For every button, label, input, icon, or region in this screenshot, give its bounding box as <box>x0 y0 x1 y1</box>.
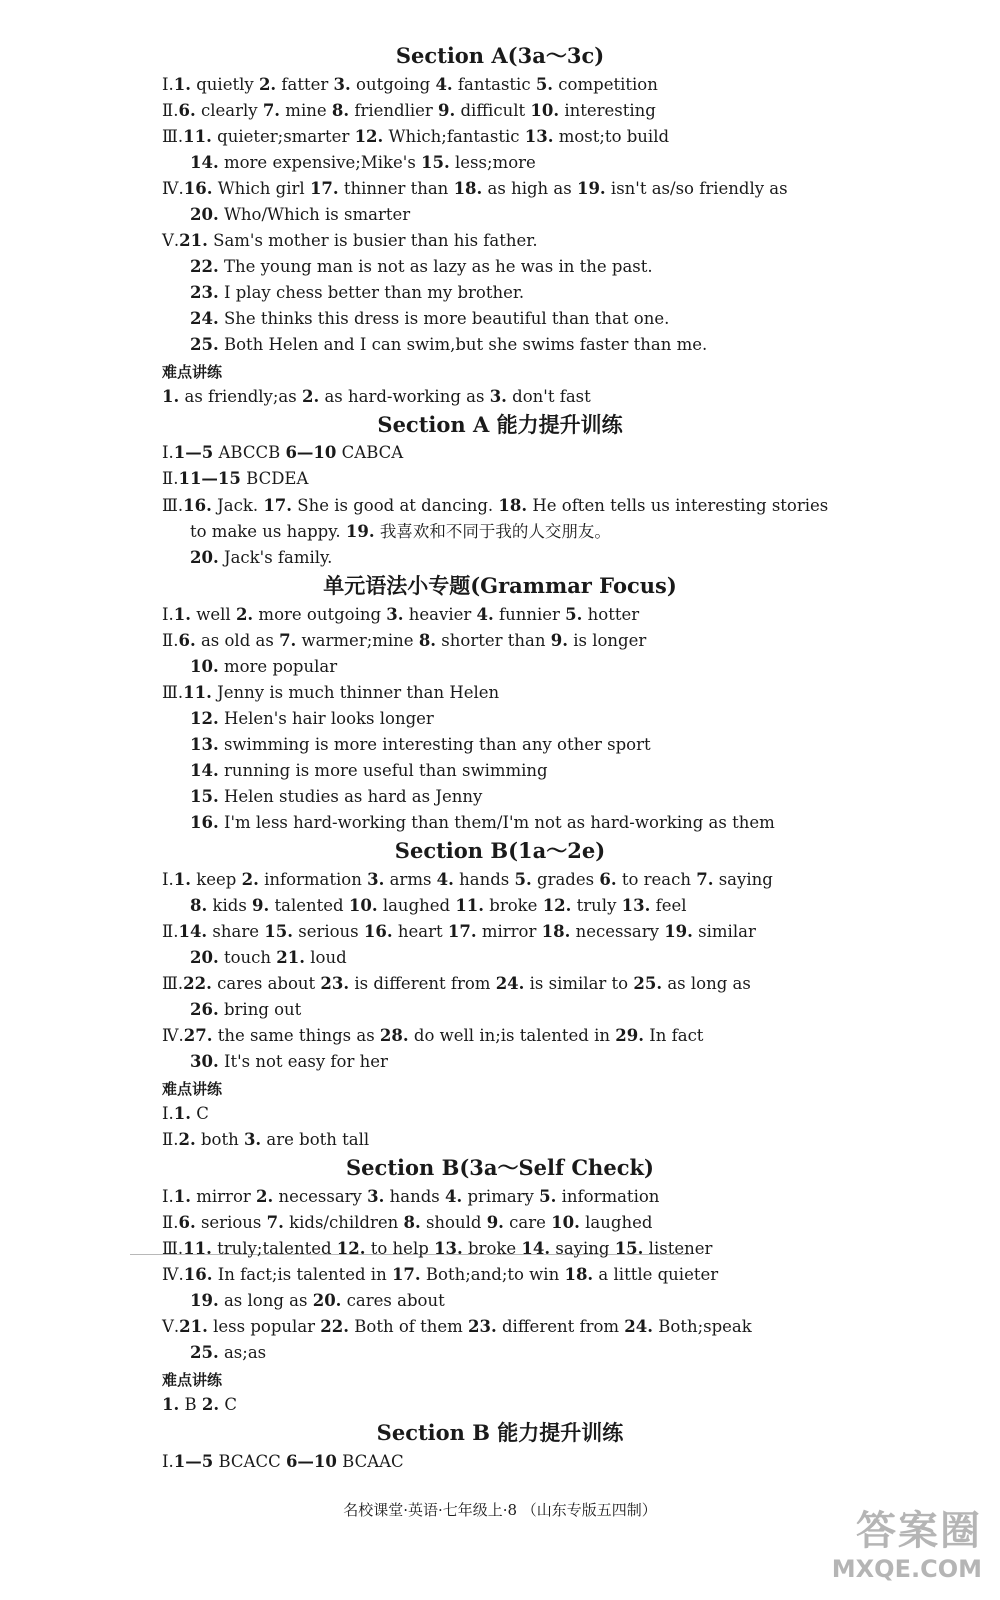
answer-line: 16. I'm less hard-working than them/I'm not as hard-working as them <box>190 813 775 832</box>
answer-line: 10. more popular <box>190 657 338 676</box>
answer-line: Ⅲ.11. Jenny is much thinner than Helen <box>162 683 500 702</box>
answer-line: Ⅴ.21. Sam's mother is busier than his father. <box>162 231 538 250</box>
answer-line: 24. She thinks this dress is more beautiful than that one. <box>190 309 670 328</box>
watermark-logo: 答案圈 <box>856 1508 982 1554</box>
answer-line: Ⅰ.1—5 BCACC 6—10 BCAAC <box>162 1452 404 1471</box>
answer-line: 14. running is more useful than swimming <box>190 761 548 780</box>
section-title: Section B(1a～2e) <box>394 838 606 863</box>
answer-line: 1. as friendly;as 2. as hard-working as 3. don't fast <box>162 387 591 406</box>
section-title: Section B(3a～Self Check) <box>346 1155 654 1180</box>
answer-line: 20. Who/Which is smarter <box>190 205 411 224</box>
answer-line: 25. Both Helen and I can swim,but she swims faster than me. <box>190 335 708 354</box>
answer-line: Ⅰ.1. C <box>162 1104 209 1123</box>
answer-line: 20. touch 21. loud <box>190 948 347 967</box>
answer-line: Ⅳ.16. Which girl 17. thinner than 18. as high as 19. isn't as/so friendly as <box>162 179 788 198</box>
answer-line: Ⅲ.16. Jack. 17. She is good at dancing. 18. He often tells us interesting stories <box>162 496 829 515</box>
hard-points-label: 难点讲练 <box>162 363 223 381</box>
answer-line: 13. swimming is more interesting than any other sport <box>190 735 651 754</box>
answer-line: Ⅰ.1—5 ABCCB 6—10 CABCA <box>162 443 404 462</box>
answer-line: 20. Jack's family. <box>190 548 333 567</box>
answer-line: 22. The young man is not as lazy as he was in the past. <box>190 257 653 276</box>
answer-line: Ⅰ.1. mirror 2. necessary 3. hands 4. primary 5. information <box>162 1187 660 1206</box>
answer-line: 1. B 2. C <box>162 1395 237 1414</box>
hard-points-label: 难点讲练 <box>162 1371 223 1389</box>
answer-line: Ⅱ.2. both 3. are both tall <box>162 1130 370 1149</box>
answer-line: Ⅳ.16. In fact;is talented in 17. Both;and;to win 18. a little quieter <box>162 1265 719 1284</box>
section-title: 单元语法小专题(Grammar Focus) <box>323 573 677 598</box>
section-title: Section A(3a～3c) <box>395 43 605 68</box>
hard-points-label: 难点讲练 <box>162 1080 223 1098</box>
answer-line: 25. as;as <box>190 1343 267 1362</box>
section-title: Section B 能力提升训练 <box>376 1420 624 1445</box>
answer-line: Ⅲ.11. truly;talented 12. to help 13. broke 14. saying 15. listener <box>162 1239 713 1258</box>
answer-line: to make us happy. 19. 我喜欢和不同于我的人交朋友。 <box>190 522 611 541</box>
answer-line: 12. Helen's hair looks longer <box>190 709 434 728</box>
answer-line: Ⅱ.6. clearly 7. mine 8. friendlier 9. difficult 10. interesting <box>162 101 656 120</box>
answer-line: 19. as long as 20. cares about <box>190 1291 445 1310</box>
section-title: Section A 能力提升训练 <box>377 412 623 437</box>
page-footer: 名校课堂·英语·七年级上·8 （山东专版五四制） <box>343 1501 657 1519</box>
answer-line: Ⅴ.21. less popular 22. Both of them 23. different from 24. Both;speak <box>162 1317 752 1336</box>
answer-line: 15. Helen studies as hard as Jenny <box>190 787 483 806</box>
answer-line: Ⅱ.6. serious 7. kids/children 8. should 9. care 10. laughed <box>162 1213 653 1232</box>
answer-line: 8. kids 9. talented 10. laughed 11. broke 12. truly 13. feel <box>190 896 687 915</box>
answer-line: Ⅰ.1. quietly 2. fatter 3. outgoing 4. fantastic 5. competition <box>162 75 658 94</box>
answer-line: 23. I play chess better than my brother. <box>190 283 525 302</box>
answer-line: Ⅱ.11—15 BCDEA <box>162 469 309 488</box>
answer-line: Ⅰ.1. well 2. more outgoing 3. heavier 4. funnier 5. hotter <box>162 605 640 624</box>
answer-line: Ⅲ.11. quieter;smarter 12. Which;fantastic 13. most;to build <box>162 127 670 146</box>
answer-line: 30. It's not easy for her <box>190 1052 388 1071</box>
answer-line: Ⅱ.14. share 15. serious 16. heart 17. mirror 18. necessary 19. similar <box>162 922 756 941</box>
answer-line: Ⅰ.1. keep 2. information 3. arms 4. hands 5. grades 6. to reach 7. saying <box>162 870 773 889</box>
watermark-url: MXQE.COM <box>831 1555 982 1583</box>
watermark <box>832 1508 982 1584</box>
answer-line: Ⅲ.22. cares about 23. is different from 24. is similar to 25. as long as <box>162 974 751 993</box>
answer-line: Ⅱ.6. as old as 7. warmer;mine 8. shorter than 9. is longer <box>162 631 647 650</box>
answer-line: Ⅳ.27. the same things as 28. do well in;is talented in 29. In fact <box>162 1026 704 1045</box>
answer-line: 14. more expensive;Mike's 15. less;more <box>190 153 536 172</box>
answer-line: 26. bring out <box>190 1000 302 1019</box>
